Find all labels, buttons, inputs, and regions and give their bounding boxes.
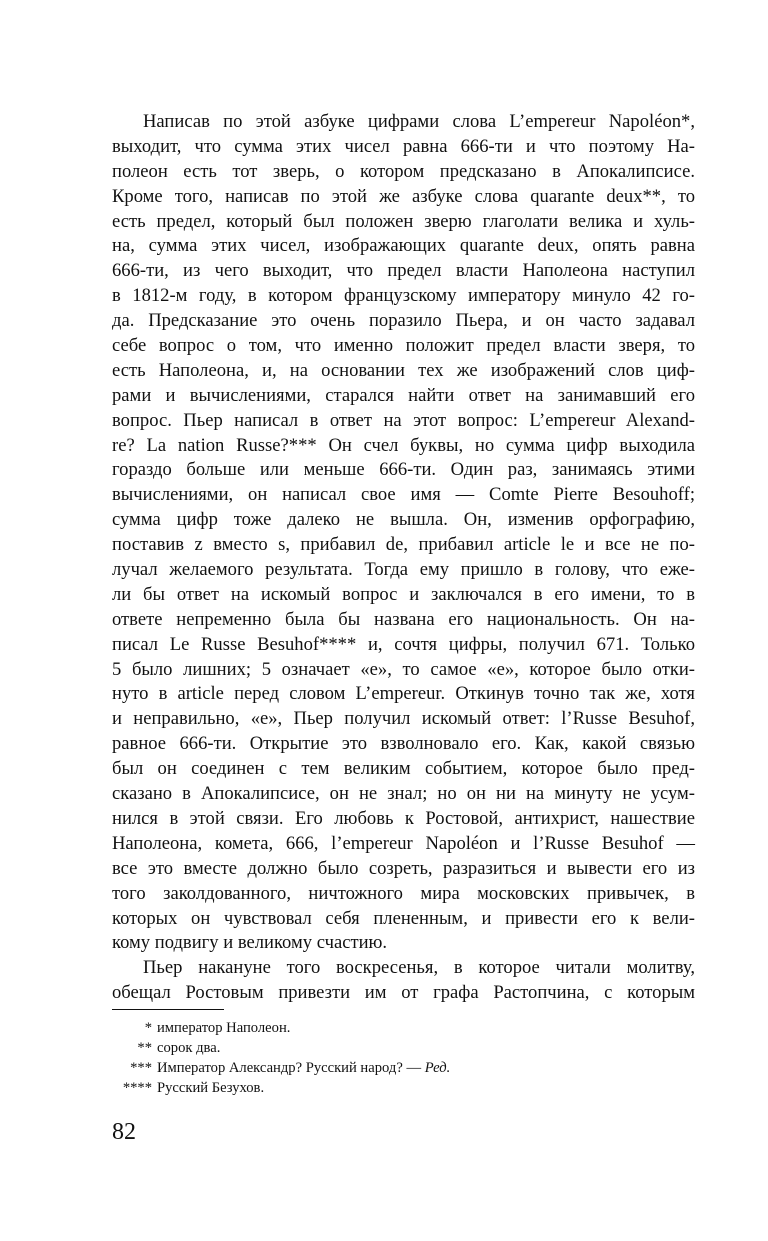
footnote-mark: * — [144, 1020, 152, 1036]
footnote — [112, 1018, 672, 1038]
footnote-text: сорок два. — [157, 1040, 221, 1056]
text-line: был он соединен с тем великим событием, которое было пред- — [112, 758, 695, 780]
text-line: выходит, что сумма этих чисел равна 666-ти и что поэтому На- — [112, 135, 695, 157]
text-line: писал Le Russe Besuhof**** и, сочтя цифры, получил 671. Только — [112, 633, 695, 655]
text-line: 5 было лишних; 5 означает «е», то самое «е», которое было отки- — [112, 658, 695, 680]
text-line: да. Предсказание это очень поразило Пьера, и он часто задавал — [112, 310, 695, 332]
text-line: есть предел, который был положен зверю глаголати велика и хуль- — [112, 210, 695, 232]
body-text — [112, 110, 695, 1006]
footnote — [112, 1078, 672, 1098]
text-line: нуто в article перед словом L’empereur. Откинув точно так же, хотя — [112, 683, 695, 705]
footnote-editor-note: Ред. — [424, 1060, 451, 1076]
text-line: есть Наполеона, и, на основании тех же изображений слов циф- — [112, 359, 695, 381]
footnote-divider — [112, 1009, 224, 1010]
page-number: 82 — [112, 1119, 136, 1145]
text-line: нился в этой связи. Его любовь к Ростовой, антихрист, нашествие — [112, 807, 695, 829]
footnote-mark: **** — [122, 1080, 152, 1096]
text-line: равное 666-ти. Открытие это взволновало его. Как, какой связью — [112, 733, 695, 755]
footnote-mark: ** — [137, 1040, 152, 1056]
footnote-text: Русский Безухов. — [157, 1080, 265, 1096]
footnotes — [112, 1018, 672, 1098]
text-line: в 1812-м году, в котором французскому императору минуло 42 го- — [112, 285, 695, 307]
text-line: себе вопрос о том, что именно положит предел власти зверя, то — [112, 335, 695, 357]
text-line: лучал желаемого результата. Тогда ему пришло в голову, что еже- — [112, 559, 695, 581]
text-line: поставив z вместо s, прибавил de, прибавил article le и все не по- — [112, 534, 695, 556]
text-line: вычислениями, он написал свое имя — Comte Pierre Besouhoff; — [112, 484, 695, 506]
text-line: рами и вычислениями, старался найти ответ на занимавший его — [112, 384, 695, 406]
text-line: полеон есть тот зверь, о котором предсказано в Апокалипсисе. — [112, 160, 695, 182]
text-line: обещал Ростовым привезти им от графа Растопчина, с которым — [112, 982, 695, 1004]
text-line: гораздо больше или меньше 666-ти. Один раз, занимаясь этими — [112, 459, 695, 481]
text-line: Наполеона, комета, 666, l’empereur Napoléon и l’Russe Besuhof — — [112, 832, 695, 854]
footnote-mark: *** — [130, 1060, 152, 1076]
text-line: на, сумма этих чисел, изображающих quarante deux, опять равна — [112, 235, 695, 257]
paragraph — [112, 110, 695, 956]
footnote — [112, 1038, 672, 1058]
text-line: Написав по этой азбуке цифрами слова L’empereur Napoléon*, — [143, 111, 695, 132]
text-line: ответе непременно была бы названа его национальность. Он на- — [112, 608, 695, 630]
text-line: все это вместе должно было созреть, разразиться и вывести его из — [112, 857, 695, 879]
paragraph — [112, 956, 695, 1006]
footnote-text: император Наполеон. — [157, 1020, 291, 1036]
text-line: Пьер накануне того воскресенья, в которое читали молитву, — [143, 957, 695, 979]
text-line: которых он чувствовал себя плененным, и привести его к вели- — [112, 907, 695, 929]
text-line: и неправильно, «е», Пьер получил искомый ответ: l’Russe Besuhof, — [112, 708, 695, 730]
text-line: сумма цифр тоже далеко не вышла. Он, изменив орфографию, — [112, 509, 695, 531]
text-line: re? La nation Russe?*** Он счел буквы, но сумма цифр выходила — [112, 434, 695, 456]
footnote — [112, 1058, 672, 1078]
text-line: 666-ти, из чего выходит, что предел власти Наполеона наступил — [112, 260, 695, 282]
footnote-text: Император Александр? Русский народ? — — [157, 1060, 425, 1076]
text-line: Кроме того, написав по этой же азбуке слова quarante deux**, то — [112, 185, 695, 207]
text-line: того заколдованного, ничтожного мира московских привычек, в — [112, 882, 695, 904]
text-line: вопрос. Пьер написал в ответ на этот вопрос: L’empereur Alexand- — [112, 409, 695, 431]
text-line: кому подвигу и великому счастию. — [112, 932, 388, 954]
text-line: ли бы ответ на искомый вопрос и заключался в его имени, то в — [112, 583, 695, 605]
text-line: сказано в Апокалипсисе, он не знал; но он ни на минуту не усум- — [112, 783, 695, 805]
